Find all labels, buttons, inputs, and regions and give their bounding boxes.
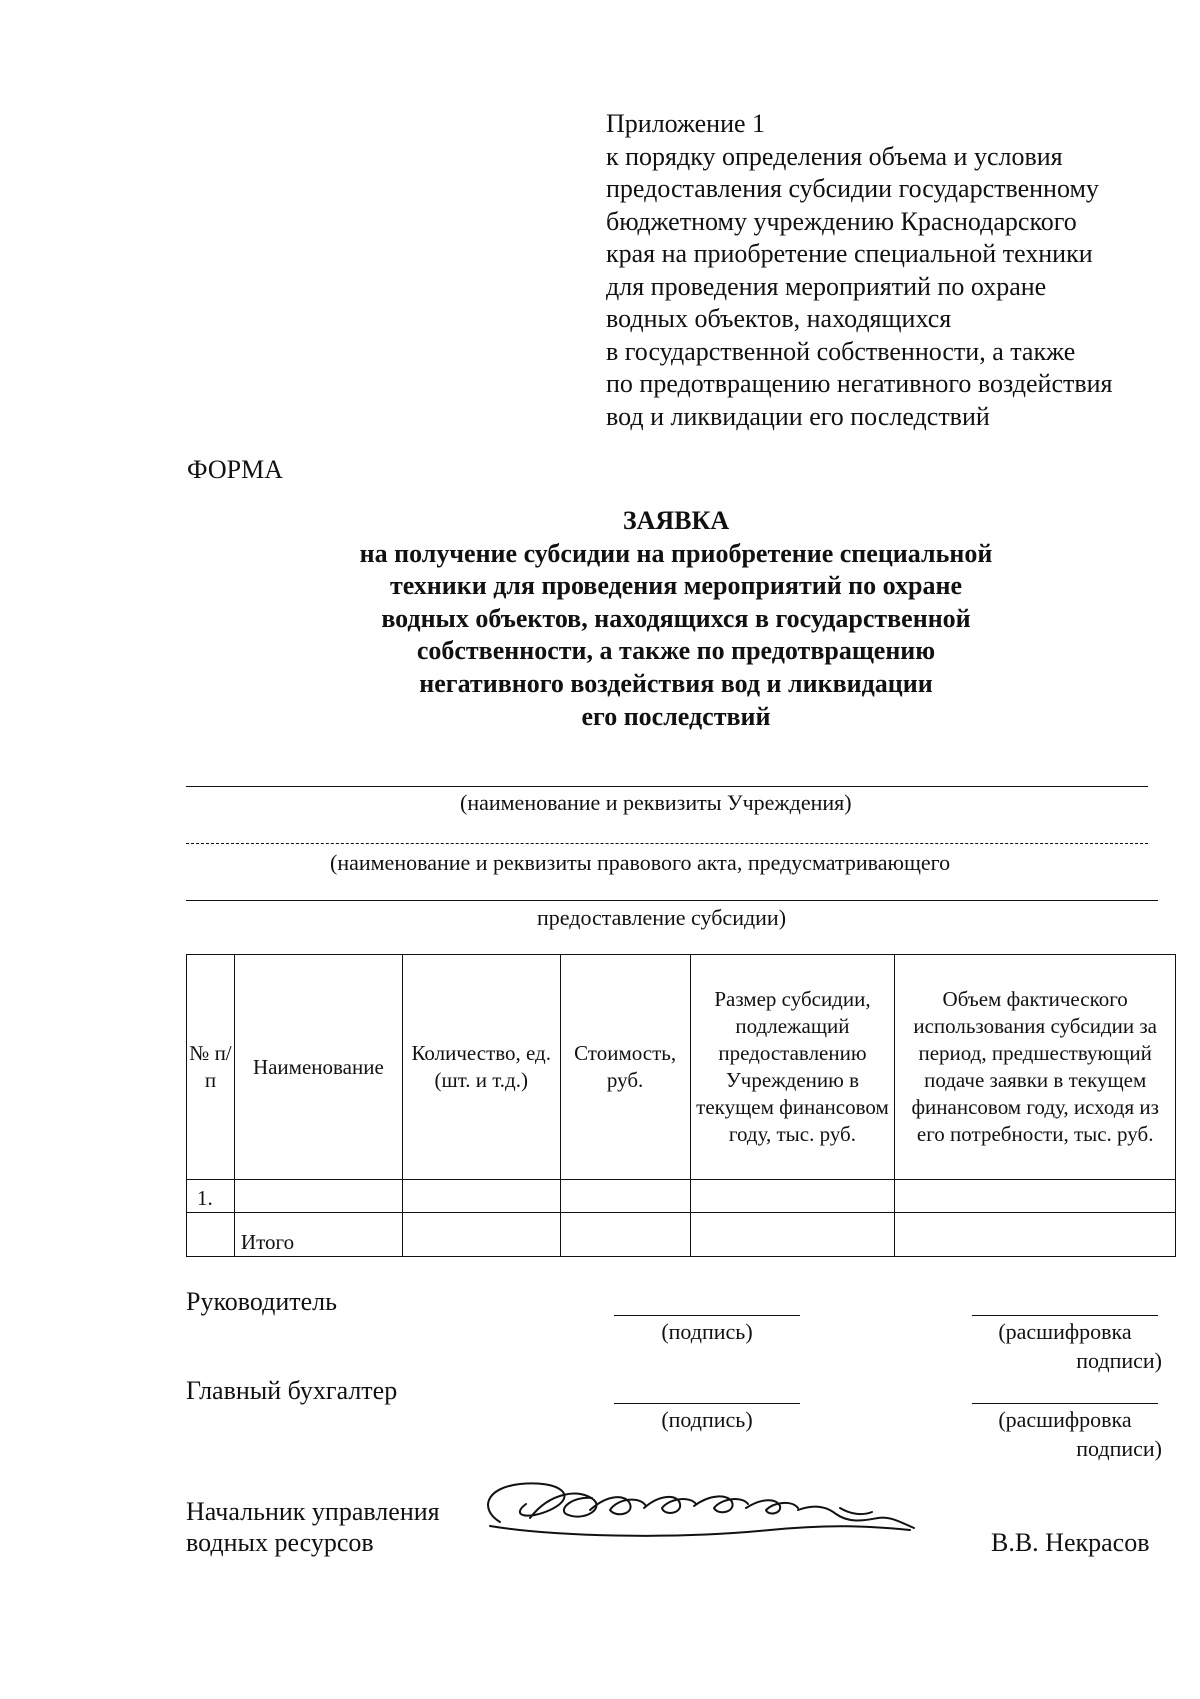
head-decoding-caption-2: подписи) bbox=[1076, 1348, 1162, 1373]
legal-act-fill-line-1[interactable] bbox=[186, 843, 1148, 844]
table-cell[interactable] bbox=[560, 1213, 690, 1257]
chief-label-line-1: Начальник управления bbox=[186, 1497, 440, 1526]
appendix-line: по предотвращению негативного воздействия bbox=[606, 369, 1113, 398]
head-label: Руководитель bbox=[186, 1287, 337, 1316]
head-decoding-caption-1: (расшифровка bbox=[998, 1319, 1132, 1344]
accountant-decoding-line[interactable] bbox=[972, 1403, 1158, 1404]
title-line: негативного воздействия вод и ликвидации bbox=[419, 668, 933, 698]
table-cell[interactable] bbox=[402, 1180, 560, 1213]
title-line: техники для проведения мероприятий по охране bbox=[389, 571, 962, 601]
subsidy-table bbox=[186, 954, 1176, 1257]
title-line: собственности, а также по предотвращению bbox=[416, 636, 936, 666]
table-cell[interactable]: Итого bbox=[234, 1213, 402, 1257]
header-cell: Количество, ед. (шт. и т.д.) bbox=[402, 955, 560, 1180]
appendix-line: в государственной собственности, а также bbox=[606, 336, 1076, 366]
appendix-line: водных объектов, находящихся bbox=[606, 304, 952, 333]
head-decoding-line[interactable] bbox=[972, 1315, 1158, 1316]
title-line: его последствий bbox=[581, 701, 771, 731]
table-cell[interactable] bbox=[234, 1180, 402, 1213]
appendix-block bbox=[606, 108, 1186, 433]
accountant-signature-line[interactable] bbox=[614, 1403, 800, 1404]
header-cell: № п/п bbox=[187, 955, 235, 1180]
table-total-row bbox=[187, 1213, 1176, 1257]
table-cell[interactable] bbox=[895, 1180, 1176, 1213]
header-cell: Стоимость, руб. bbox=[560, 955, 690, 1180]
legal-act-caption-1: (наименование и реквизиты правового акта, предусматривающего bbox=[330, 850, 951, 875]
chief-name: В.В. Некрасов bbox=[991, 1528, 1150, 1557]
header-cell: Наименование bbox=[234, 955, 402, 1180]
table-cell[interactable] bbox=[895, 1213, 1176, 1257]
table-header-row bbox=[187, 955, 1176, 1180]
table-row bbox=[187, 1180, 1176, 1213]
table-cell[interactable] bbox=[690, 1180, 895, 1213]
title-line: на получение субсидии на приобретение специальной bbox=[359, 538, 993, 568]
table-cell[interactable] bbox=[402, 1213, 560, 1257]
appendix-line: бюджетному учреждению Краснодарского bbox=[606, 206, 1077, 236]
document-title bbox=[240, 505, 1112, 733]
table-cell[interactable]: 1. bbox=[187, 1180, 235, 1213]
chief-label-line-2: водных ресурсов bbox=[186, 1528, 374, 1557]
header-cell: Объем фактического использования субсидии за период, предшествующий подаче заявки в текущем финансовом году, исходя из его потребности, тыс. руб. bbox=[895, 955, 1176, 1180]
appendix-line: края на приобретение специальной техники bbox=[606, 239, 1093, 268]
legal-act-fill-line-2[interactable] bbox=[186, 900, 1158, 901]
head-signature-line[interactable] bbox=[614, 1315, 800, 1316]
appendix-line: для проведения мероприятий по охране bbox=[606, 271, 1047, 301]
header-cell: Размер субсидии, подлежащий предоставлению Учреждению в текущем финансовом году, тыс. руб. bbox=[690, 955, 895, 1180]
appendix-line: вод и ликвидации его последствий bbox=[606, 401, 990, 431]
accountant-label: Главный бухгалтер bbox=[186, 1376, 398, 1405]
table-cell[interactable] bbox=[187, 1213, 235, 1257]
forma-label: ФОРМА bbox=[187, 455, 283, 484]
institution-caption: (наименование и реквизиты Учреждения) bbox=[460, 790, 852, 815]
handwritten-signature-icon bbox=[470, 1470, 920, 1550]
head-signature-caption: (подпись) bbox=[661, 1319, 753, 1344]
table-cell[interactable] bbox=[690, 1213, 895, 1257]
accountant-decoding-caption-1: (расшифровка bbox=[998, 1407, 1132, 1432]
accountant-signature-caption: (подпись) bbox=[661, 1407, 753, 1432]
accountant-decoding-caption-2: подписи) bbox=[1076, 1436, 1162, 1461]
title-line: водных объектов, находящихся в государственной bbox=[381, 603, 971, 633]
title-line: ЗАЯВКА bbox=[622, 506, 730, 535]
institution-fill-line[interactable] bbox=[186, 786, 1148, 787]
appendix-line: к порядку определения объема и условия bbox=[606, 141, 1063, 171]
appendix-line: Приложение 1 bbox=[606, 109, 766, 138]
legal-act-caption-2: предоставление субсидии) bbox=[537, 905, 787, 930]
appendix-line: предоставления субсидии государственному bbox=[606, 174, 1099, 203]
table-cell[interactable] bbox=[560, 1180, 690, 1213]
